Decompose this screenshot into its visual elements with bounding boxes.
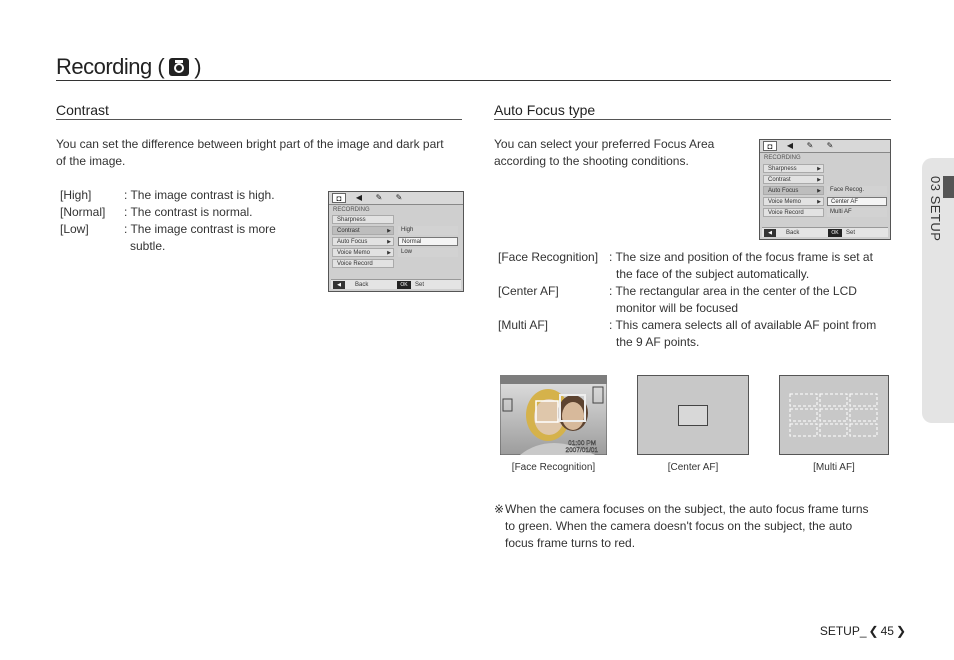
note-line-1: When the camera focuses on the subject, the auto focus frame turns [505, 502, 869, 516]
chapter-marker [943, 176, 954, 198]
arrow-right-icon: ▶ [817, 199, 821, 205]
lcd-menu-item [332, 237, 394, 246]
lcd-tab-setup1-icon: ✎ [375, 193, 383, 202]
lcd-menu-item [763, 197, 824, 206]
lcd-menu-item [763, 175, 824, 184]
face-recognition-photo [500, 375, 607, 455]
lcd-back-label: Back [355, 282, 369, 288]
lcd-menu-item-selected [332, 226, 394, 235]
autofocus-divider [494, 119, 891, 120]
lcd-menu-item-selected [763, 186, 824, 195]
lcd-choice-selected: Center AF [827, 197, 887, 206]
multi-af-frame [779, 375, 889, 455]
af-option-face-desc-2: the face of the subject automatically. [616, 267, 810, 281]
lcd-ok-label: OK [397, 281, 411, 289]
page-title [56, 54, 201, 80]
af-option-face-desc: : The size and position of the focus frame is set at [609, 250, 873, 264]
back-arrow-icon: ◀ [764, 229, 776, 237]
contrast-option-normal-key: [Normal] [60, 205, 106, 219]
lcd-tab-bar [329, 192, 463, 205]
af-option-multi-desc: : This camera selects all of available AF point from [609, 318, 877, 332]
lcd-tab-setup2-icon: ✎ [826, 141, 834, 150]
lcd-menu-label: Voice Record [337, 261, 373, 267]
contrast-option-normal-desc: : The contrast is normal. [124, 205, 253, 219]
lcd-menu-label: Voice Memo [768, 199, 802, 205]
arrow-right-icon: ▶ [817, 188, 821, 194]
chapter-label: 03 SETUP [928, 176, 943, 242]
lcd-back-label: Back [786, 230, 800, 236]
autofocus-intro-line-2: according to the shooting conditions. [494, 154, 689, 168]
back-arrow-icon: ◀ [333, 281, 345, 289]
lcd-tab-camera-icon: ◘ [763, 141, 777, 151]
af-option-face-key: [Face Recognition] [498, 250, 599, 264]
af-option-center-desc: : The rectangular area in the center of the LCD [609, 284, 857, 298]
autofocus-lcd-screen [759, 139, 891, 240]
autofocus-heading: Auto Focus type [494, 102, 596, 118]
contrast-divider [56, 119, 462, 120]
title-divider [56, 80, 891, 81]
lcd-tab-bar [760, 140, 890, 153]
page-footer [820, 624, 906, 638]
contrast-intro-line-2: of the image. [56, 154, 126, 168]
lcd-menu-label: Voice Memo [337, 250, 371, 256]
lcd-menu-item [763, 208, 824, 217]
caption-multi-af: [Multi AF] [813, 462, 855, 473]
lcd-choice: Face Recog. [827, 186, 887, 195]
af-option-center-desc-2: monitor will be focused [616, 301, 739, 315]
lcd-footer [331, 279, 461, 289]
contrast-option-low-key: [Low] [60, 222, 89, 236]
lcd-menu-label: Contrast [768, 177, 791, 183]
contrast-lcd-screen [328, 191, 464, 292]
lcd-menu-item [332, 259, 394, 268]
af-option-center-key: [Center AF] [498, 284, 559, 298]
lcd-menu-label: Contrast [337, 228, 360, 234]
center-af-frame [637, 375, 749, 455]
lcd-menu-label: Sharpness [768, 166, 797, 172]
lcd-menu-label: Sharpness [337, 217, 366, 223]
lcd-tab-setup2-icon: ✎ [395, 193, 403, 202]
page-number: 45 [880, 624, 894, 638]
arrow-right-icon: ▶ [817, 177, 821, 183]
chapter-side-tab [922, 158, 954, 423]
camera-icon [168, 57, 190, 77]
page-chevron-right-icon: ❯ [895, 624, 906, 638]
caption-center-af: [Center AF] [667, 462, 719, 473]
note-mark: ※ [494, 502, 505, 516]
lcd-set-label: Set [846, 230, 856, 236]
contrast-option-low-desc-2: subtle. [130, 239, 166, 253]
lcd-choice: High [398, 226, 458, 235]
note-line-3: focus frame turns to red. [505, 536, 636, 550]
lcd-menu-item [763, 164, 824, 173]
arrow-right-icon: ▶ [387, 239, 391, 245]
page-chevron-left-icon: ❮ [868, 624, 879, 638]
photo-time: 01:00 PM [568, 440, 596, 447]
lcd-set-label: Set [415, 282, 425, 288]
contrast-option-high-key: [High] [60, 188, 92, 202]
af-option-multi-key: [Multi AF] [498, 318, 549, 332]
lcd-tab-camera-icon: ◘ [332, 193, 346, 203]
arrow-right-icon: ▶ [387, 228, 391, 234]
contrast-option-high-desc: : The image contrast is high. [124, 188, 275, 202]
page-title-prefix: Recording ( [56, 54, 165, 79]
lcd-choice: Multi AF [827, 208, 887, 217]
page-title-suffix: ) [194, 54, 202, 79]
lcd-tab-sound-icon: ◀ [355, 193, 363, 202]
caption-face-recognition: [Face Recognition] [511, 462, 596, 473]
contrast-heading: Contrast [56, 102, 109, 118]
lcd-menu-item [332, 215, 394, 224]
lcd-menu-label: Auto Focus [768, 188, 799, 194]
lcd-menu-item [332, 248, 394, 257]
contrast-intro-line-1: You can set the difference between bright part of the image and dark part [56, 137, 444, 151]
lcd-choice-selected: Normal [398, 237, 458, 246]
note-line-2: to green. When the camera doesn't focus on the subject, the auto [505, 519, 853, 533]
center-focus-rectangle [678, 405, 708, 426]
arrow-right-icon: ▶ [817, 166, 821, 172]
lcd-tab-sound-icon: ◀ [786, 141, 794, 150]
autofocus-intro-line-1: You can select your preferred Focus Area [494, 137, 715, 151]
lcd-tab-setup1-icon: ✎ [806, 141, 814, 150]
photo-date: 2007/01/01 [565, 447, 598, 454]
lcd-category: RECORDING [333, 207, 370, 213]
footer-section-label: SETUP_ [819, 624, 867, 638]
lcd-category: RECORDING [764, 155, 801, 161]
lcd-menu-label: Auto Focus [337, 239, 368, 245]
lcd-menu-label: Voice Record [768, 210, 804, 216]
lcd-footer [762, 227, 888, 237]
contrast-option-low-desc: : The image contrast is more [124, 222, 276, 236]
lcd-choice: Low [398, 248, 458, 257]
arrow-right-icon: ▶ [387, 250, 391, 256]
af-option-multi-desc-2: the 9 AF points. [616, 335, 700, 349]
lcd-ok-label: OK [828, 229, 842, 237]
